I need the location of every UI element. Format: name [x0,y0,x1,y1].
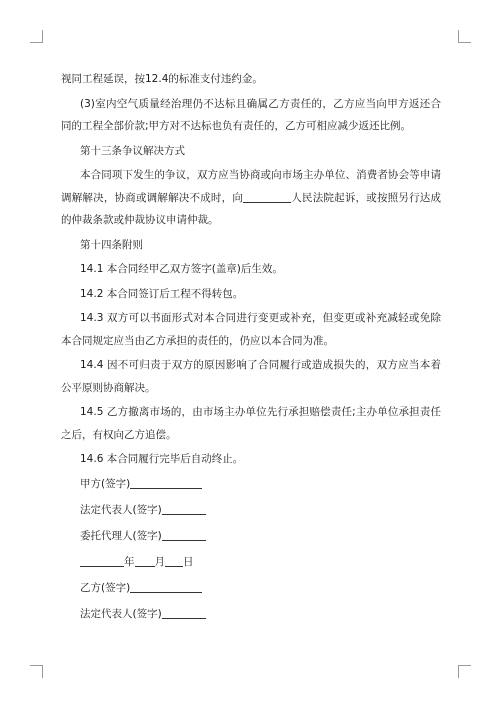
signature-date [61,549,441,575]
signature-party-a-blank[interactable] [130,474,202,489]
signature-legal-rep-b-label: 法定代表人(签字) [80,607,162,620]
paragraph-penalty-continued: 视同工程延误，按12.4的标准支付违约金。 [61,73,263,85]
date-year-blank[interactable] [80,552,124,567]
date-month-label: 月 [154,555,165,568]
date-day-blank[interactable] [165,552,183,567]
signature-party-b [61,575,441,601]
court-name-blank[interactable] [243,188,291,203]
clause-14-3: 14.3 双方可以书面形式对本合同进行变更或补充，但变更或补充减轻或免除本合同规定应当由乙方承担的责任的，仍应以本合同为准。 [61,312,441,347]
heading-article-13: 第十三条争议解决方式 [80,144,185,157]
date-year-label: 年 [124,555,135,568]
signature-legal-rep-b-blank[interactable] [162,604,206,619]
signature-party-b-blank[interactable] [130,578,202,593]
heading-article-14: 第十四条附则 [80,238,143,251]
page-corner-mark-bottom-left [30,665,43,678]
signature-legal-rep-b [61,601,441,627]
page-corner-mark-top-left [30,30,43,43]
signature-agent-a-blank[interactable] [162,526,206,541]
clause-14-6: 14.6 本合同履行完毕后自动终止。 [80,453,244,465]
date-day-label: 日 [183,555,194,568]
dispute-text-before: 本合同项下发生的争议，双方应当协商或向市场主办单位、消费者协会等申请调解解决，协商或调解解决不成时，向 [61,169,441,204]
dispute-text-after: 人民法院起诉，或按照另行达成的仲裁条款或仲裁协议申请仲裁。 [61,191,442,226]
clause-14-5: 14.5 乙方撤离市场的，由市场主办单位先行承担赔偿责任;主办单位承担责任之后，有权向乙方追偿。 [61,406,441,441]
document-body [61,68,441,627]
clause-14-1: 14.1 本合同经甲乙双方签字(盖章)后生效。 [80,263,283,275]
signature-party-a [61,471,441,497]
page-corner-mark-bottom-right [458,665,471,678]
signature-agent-a-label: 委托代理人(签字) [80,529,162,542]
signature-legal-rep-a-label: 法定代表人(签字) [80,503,162,516]
page-corner-mark-top-right [458,30,471,43]
date-month-blank[interactable] [135,552,155,567]
signature-party-b-label: 乙方(签字) [80,581,131,594]
paragraph-air-quality: (3)室内空气质量经治理仍不达标且确属乙方责任的，乙方应当向甲方返还合同的工程全部价款;甲方对不达标也负有责任的，乙方可相应减少返还比例。 [61,97,441,132]
clause-14-4: 14.4 因不可归责于双方的原因影响了合同履行或造成损失的，双方应当本着公平原则协商解决。 [61,359,441,394]
signature-agent-a [61,523,441,549]
signature-party-a-label: 甲方(签字) [80,477,131,490]
signature-legal-rep-a-blank[interactable] [162,500,206,515]
signature-legal-rep-a [61,497,441,523]
paragraph-dispute-resolution [61,164,441,232]
clause-14-2: 14.2 本合同签订后工程不得转包。 [80,287,244,300]
